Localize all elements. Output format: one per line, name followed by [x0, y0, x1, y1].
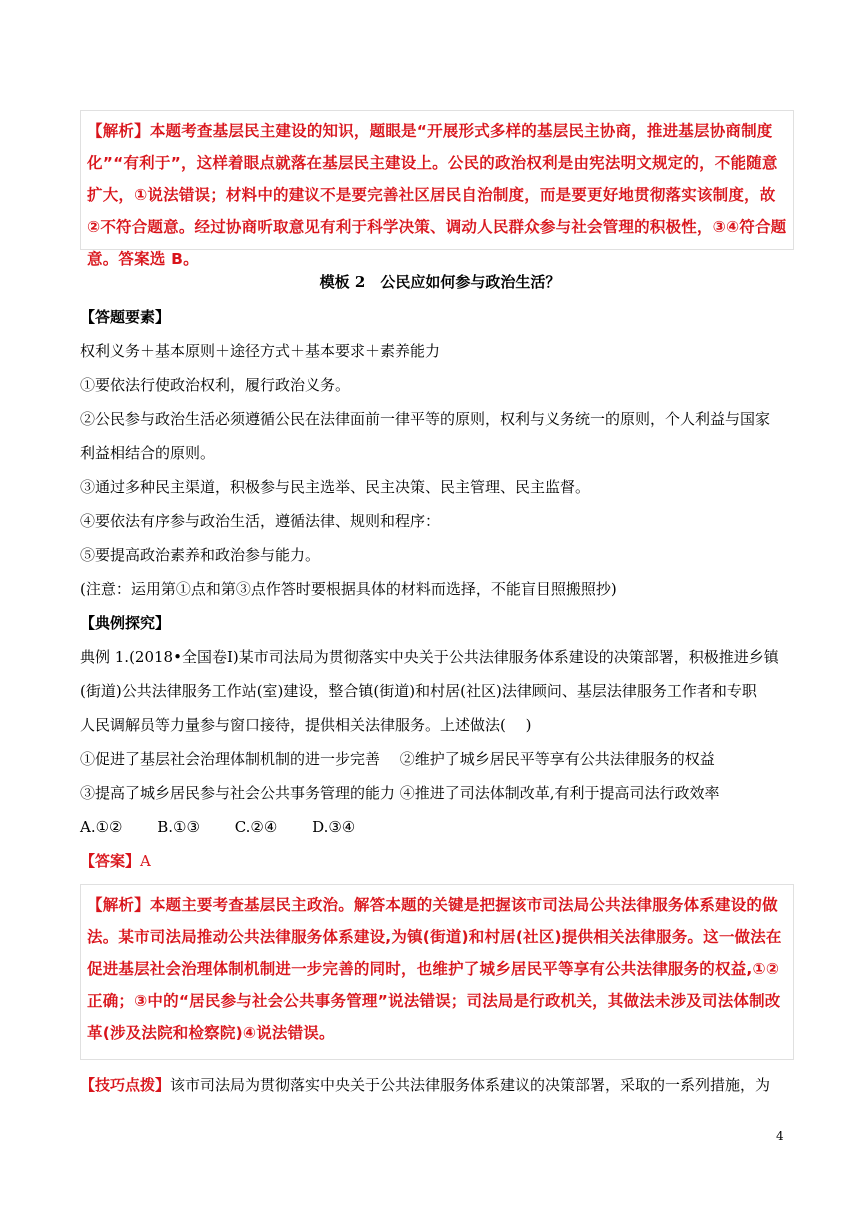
answer-note: (注意：运用第①点和第③点作答时要根据具体的材料而选择，不能盲目照搬照抄): [80, 580, 617, 598]
page-number: 4: [776, 1129, 784, 1143]
tip-text: 该市司法局为贯彻落实中央关于公共法律服务体系建议的决策部署，采取的一系列措施，为: [170, 1076, 771, 1094]
section-heading-answer-elements: 【答题要素】: [80, 308, 171, 326]
answer-point: 利益相结合的原则。: [80, 444, 216, 462]
template-title: 模板 2 公民应如何参与政治生活？: [319, 273, 561, 291]
answer-formula: 权利义务＋基本原则＋途径方式＋基本要求＋素养能力: [80, 342, 441, 360]
analysis-text: 本题主要考查基层民主政治。解答本题的关键是把握该市司法局公共法律服务体系建设的做法。某市司法局推动公共法律服务体系建设,为镇(街道)和村居(社区)提供相关法律服务。这一做法在促进基层社会治理体制机制进一步完善的同时，也维护了城乡居民平等享有公共法律服务的权益,①②正确；③中的“居民参与社会公共事务管理”说法错误；司法局是行政机关，其做法未涉及司法体制改革(涉及法院和检察院)④说法错误。: [87, 896, 782, 1042]
answer-point: ⑤要提高政治素养和政治参与能力。: [80, 546, 321, 564]
answer-point: ①要依法行使政治权利，履行政治义务。: [80, 376, 351, 394]
analysis-box-1: [80, 110, 794, 268]
answer-line: [80, 851, 800, 871]
answer-label: 【答案】: [80, 852, 141, 870]
analysis-paragraph-1: [87, 115, 787, 275]
analysis-box-2: [80, 884, 794, 1060]
section-heading-example: 【典例探究】: [80, 614, 171, 632]
analysis-text: 本题考查基层民主建设的知识，题眼是“开展形式多样的基层民主协商，推进基层协商制度化”“有利于”，这样着眼点就落在基层民主建设上。公民的政治权利是由宪法明文规定的，不能随意扩大，①说法错误；材料中的建议不是要完善社区居民自治制度，而是要更好地贯彻落实该制度，故②不符合题意。经过协商听取意见有利于科学决策、调动人民群众参与社会管理的积极性，③④符合题意。答案选 B。: [87, 122, 787, 268]
tip-line: [80, 1075, 800, 1095]
answer-point: ③通过多种民主渠道，积极参与民主选举、民主决策、民主管理、民主监督。: [80, 478, 591, 496]
answer-options: A.①② B.①③ C.②④ D.③④: [80, 818, 356, 836]
statement-line: ①促进了基层社会治理体制机制的进一步完善 ②维护了城乡居民平等享有公共法律服务的权益: [80, 750, 715, 768]
analysis-label: 【解析】: [87, 122, 150, 140]
question-line: 典例 1.(2018•全国卷Ⅰ)某市司法局为贯彻落实中央关于公共法律服务体系建设的决策部署，积极推进乡镇: [80, 648, 779, 666]
analysis-paragraph-2: [87, 889, 787, 1049]
question-line: 人民调解员等力量参与窗口接待，提供相关法律服务。上述做法( ): [80, 716, 532, 734]
analysis-label: 【解析】: [87, 896, 150, 914]
statement-line: ③提高了城乡居民参与社会公共事务管理的能力 ④推进了司法体制改革,有利于提高司法行政效率: [80, 784, 720, 802]
answer-value: A: [140, 852, 151, 870]
answer-point: ②公民参与政治生活必须遵循公民在法律面前一律平等的原则，权利与义务统一的原则，个人利益与国家: [80, 410, 771, 428]
question-line: (街道)公共法律服务工作站(室)建设，整合镇(街道)和村居(社区)法律顾问、基层法律服务工作者和专职: [80, 682, 757, 700]
tip-label: 【技巧点拨】: [80, 1076, 171, 1094]
answer-point: ④要依法有序参与政治生活，遵循法律、规则和程序：: [80, 512, 441, 530]
